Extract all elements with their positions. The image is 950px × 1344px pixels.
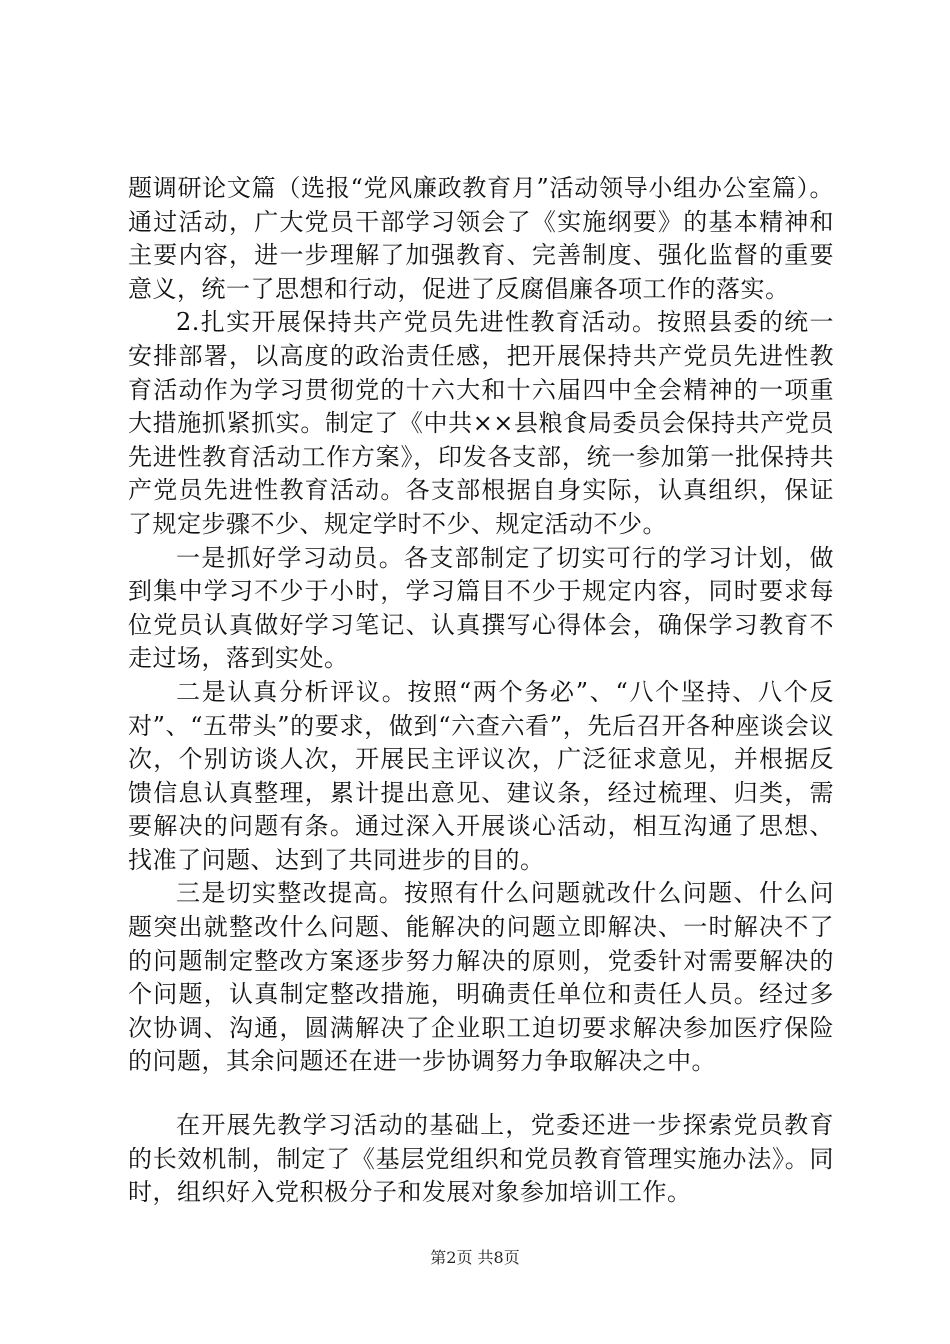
- document-body: [128, 172, 834, 1210]
- paragraph-continuation: 题调研论文篇（选报“党风廉政教育月”活动领导小组办公室篇）。通过活动，广大党员干部学习领会了《实施纲要》的基本精神和主要内容，进一步理解了加强教育、完善制度、强化监督的重要意义，统一了思想和行动，促进了反腐倡廉各项工作的落实。: [128, 174, 834, 303]
- paragraph-point-2: 二是认真分析评议。按照“两个务必”、“八个坚持、八个反对”、“五带头”的要求，做到“六查六看”，先后召开各种座谈会议次，个别访谈人次，开展民主评议次，广泛征求意见，并根据反馈信息认真整理，累计提出意见、建议条，经过梳理、归类，需要解决的问题有条。通过深入开展谈心活动，相互沟通了思想、找准了问题、达到了共同进步的目的。: [128, 677, 834, 874]
- paragraph-point-3: 三是切实整改提高。按照有什么问题就改什么问题、什么问题突出就整改什么问题、能解决的问题立即解决、一时解决不了的问题制定整改方案逐步努力解决的原则，党委针对需要解决的个问题，认真制定整改措施，明确责任单位和责任人员。经过多次协调、沟通，圆满解决了企业职工迫切要求解决参加医疗保险的问题，其余问题还在进一步协调努力争取解决之中。: [128, 879, 834, 1076]
- paragraph-closing: 在开展先教学习活动的基础上，党委还进一步探索党员教育的长效机制，制定了《基层党组织和党员教育管理实施办法》。同时，组织好入党积极分子和发展对象参加培训工作。: [128, 1111, 834, 1207]
- paragraph-point-1: 一是抓好学习动员。各支部制定了切实可行的学习计划，做到集中学习不少于小时，学习篇目不少于规定内容，同时要求每位党员认真做好学习笔记、认真撰写心得体会，确保学习教育不走过场，落到实处。: [128, 543, 834, 673]
- paragraph-section-2: 2.扎实开展保持共产党员先进性教育活动。按照县委的统一安排部署，以高度的政治责任感，把开展保持共产党员先进性教育活动作为学习贯彻党的十六大和十六届四中全会精神的一项重大措施抓紧抓实。制定了《中共××县粮食局委员会保持共产党员先进性教育活动工作方案》，印发各支部，统一参加第一批保持共产党员先进性教育活动。各支部根据自身实际，认真组织，保证了规定步骤不少、规定学时不少、规定活动不少。: [128, 308, 834, 538]
- page-number-footer: 第2页 共8页: [430, 1248, 520, 1267]
